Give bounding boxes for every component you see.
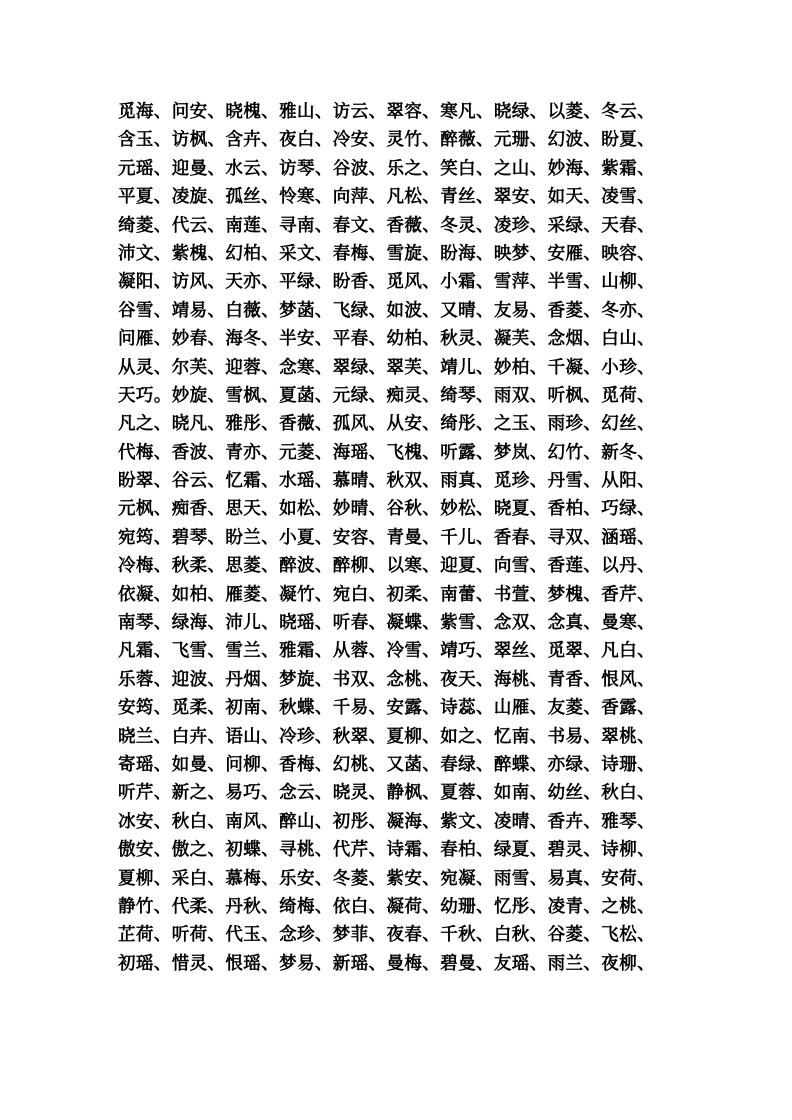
name-list-line-15: 元枫、痴香、思天、如松、妙晴、谷秋、妙松、晓夏、香柏、巧绿、 [118, 499, 655, 520]
name-list-line-22: 安筠、觅柔、初南、秋蝶、千易、安露、诗蕊、山雁、友菱、香露、 [118, 698, 655, 719]
name-list-line-21: 乐蓉、迎波、丹烟、梦旋、书双、念桃、夜天、海桃、青香、恨风、 [118, 669, 655, 690]
name-list-line-19: 南琴、绿海、沛儿、晓瑶、听春、凝蝶、紫雪、念双、念真、曼寒、 [118, 613, 655, 634]
name-list-line-12: 凡之、晓凡、雅彤、香薇、孤风、从安、绮彤、之玉、雨珍、幻丝、 [118, 414, 655, 435]
name-list-line-10: 从灵、尔芙、迎蓉、念寒、翠绿、翠芙、靖儿、妙柏、千凝、小珍、 [118, 357, 655, 378]
name-list-line-8: 谷雪、靖易、白薇、梦菡、飞绿、如波、又晴、友易、香菱、冬亦、 [118, 300, 655, 321]
name-list-line-30: 芷荷、听荷、代玉、念珍、梦菲、夜春、千秋、白秋、谷菱、飞松、 [118, 925, 655, 946]
name-list-line-4: 平夏、凌旋、孤丝、怜寒、向萍、凡松、青丝、翠安、如天、凌雪、 [118, 187, 655, 208]
name-list-line-14: 盼翠、谷云、忆霜、水瑶、慕晴、秋双、雨真、觅珍、丹雪、从阳、 [118, 471, 655, 492]
name-list-line-9: 问雁、妙春、海冬、半安、平春、幼柏、秋灵、凝芙、念烟、白山、 [118, 329, 655, 350]
name-list-line-23: 晓兰、白卉、语山、冷珍、秋翠、夏柳、如之、忆南、书易、翠桃、 [118, 726, 655, 747]
name-list-line-3: 元瑶、迎曼、水云、访琴、谷波、乐之、笑白、之山、妙海、紫霜、 [118, 158, 655, 179]
name-list-line-16: 宛筠、碧琴、盼兰、小夏、安容、青曼、千儿、香春、寻双、涵瑶、 [118, 527, 655, 548]
name-list-line-13: 代梅、香波、青亦、元菱、海瑶、飞槐、听露、梦岚、幻竹、新冬、 [118, 442, 655, 463]
name-list-line-17: 冷梅、秋柔、思菱、醉波、醉柳、以寒、迎夏、向雪、香莲、以丹、 [118, 556, 655, 577]
name-list-line-26: 冰安、秋白、南风、醉山、初彤、凝海、紫文、凌晴、香卉、雅琴、 [118, 811, 655, 832]
name-list-line-20: 凡霜、飞雪、雪兰、雅霜、从蓉、冷雪、靖巧、翠丝、觅翠、凡白、 [118, 641, 655, 662]
name-list-line-2: 含玉、访枫、含卉、夜白、冷安、灵竹、醉薇、元珊、幻波、盼夏、 [118, 130, 655, 151]
name-list-line-29: 静竹、代柔、丹秋、绮梅、依白、凝荷、幼珊、忆彤、凌青、之桃、 [118, 896, 655, 917]
name-list-document [118, 98, 678, 978]
name-list-line-11: 天巧。妙旋、雪枫、夏菡、元绿、痴灵、绮琴、雨双、听枫、觅荷、 [118, 385, 655, 406]
name-list-line-24: 寄瑶、如曼、问柳、香梅、幻桃、又菡、春绿、醉蝶、亦绿、诗珊、 [118, 754, 655, 775]
name-list-line-18: 依凝、如柏、雁菱、凝竹、宛白、初柔、南蕾、书萱、梦槐、香芹、 [118, 584, 655, 605]
name-list-line-27: 傲安、傲之、初蝶、寻桃、代芹、诗霜、春柏、绿夏、碧灵、诗柳、 [118, 840, 655, 861]
name-list-line-28: 夏柳、采白、慕梅、乐安、冬菱、紫安、宛凝、雨雪、易真、安荷、 [118, 868, 655, 889]
name-list-line-6: 沛文、紫槐、幻柏、采文、春梅、雪旋、盼海、映梦、安雁、映容、 [118, 243, 655, 264]
name-list-line-7: 凝阳、访风、天亦、平绿、盼香、觅风、小霜、雪萍、半雪、山柳、 [118, 272, 655, 293]
name-list-line-5: 绮菱、代云、南莲、寻南、春文、香薇、冬灵、凌珍、采绿、天春、 [118, 215, 655, 236]
name-list-line-25: 听芹、新之、易巧、念云、晓灵、静枫、夏蓉、如南、幼丝、秋白、 [118, 783, 655, 804]
name-list-line-31: 初瑶、惜灵、恨瑶、梦易、新瑶、曼梅、碧曼、友瑶、雨兰、夜柳、 [118, 953, 655, 974]
name-list-line-1: 觅海、问安、晓槐、雅山、访云、翠容、寒凡、晓绿、以菱、冬云、 [118, 102, 655, 122]
